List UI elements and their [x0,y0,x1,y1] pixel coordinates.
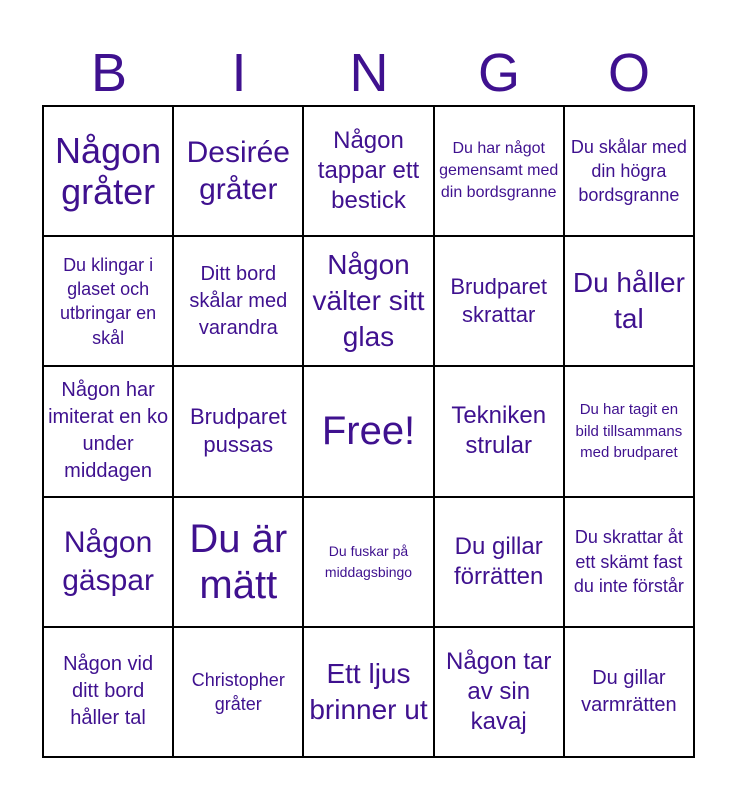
bingo-cell[interactable]: Någon välter sitt glas [304,237,432,365]
bingo-cell[interactable]: Du har något gemensamt med din bordsgranne [435,107,563,235]
bingo-cell[interactable]: Någon gråter [44,107,172,235]
bingo-cell[interactable]: Desirée gråter [174,107,302,235]
bingo-cell[interactable]: Du gillar förrätten [435,498,563,626]
bingo-cell[interactable]: Någon gäspar [44,498,172,626]
free-cell[interactable]: Free! [304,367,432,495]
bingo-cell[interactable]: Någon tappar ett bestick [304,107,432,235]
header-letter-n: N [349,43,389,103]
bingo-cell[interactable]: Du skrattar åt ett skämt fast du inte förstår [565,498,693,626]
header-letter-b: B [90,43,128,103]
bingo-cell[interactable]: Någon har imiterat en ko under middagen [44,367,172,495]
header-letter-o: O [607,43,650,103]
bingo-cell[interactable]: Du skålar med din högra bordsgranne [565,107,693,235]
bingo-cell[interactable]: Du håller tal [565,237,693,365]
bingo-card [42,105,695,758]
bingo-cell[interactable]: Brudparet skrattar [435,237,563,365]
bingo-cell[interactable]: Någon vid ditt bord håller tal [44,628,172,756]
bingo-cell[interactable]: Tekniken strular [435,367,563,495]
bingo-cell[interactable]: Du fuskar på middagsbingo [304,498,432,626]
bingo-cell[interactable]: Du klingar i glaset och utbringar en skål [44,237,172,365]
bingo-cell[interactable]: Ditt bord skålar med varandra [174,237,302,365]
bingo-cell[interactable]: Du har tagit en bild tillsammans med brudparet [565,367,693,495]
header-letter-i: I [231,43,247,103]
header-letter-g: G [477,43,520,103]
bingo-cell[interactable]: Du gillar varmrätten [565,628,693,756]
bingo-header [44,38,694,108]
bingo-cell[interactable]: Du är mätt [174,498,302,626]
bingo-cell[interactable]: Brudparet pussas [174,367,302,495]
bingo-cell[interactable]: Någon tar av sin kavaj [435,628,563,756]
bingo-cell[interactable]: Ett ljus brinner ut [304,628,432,756]
bingo-cell[interactable]: Christopher gråter [174,628,302,756]
